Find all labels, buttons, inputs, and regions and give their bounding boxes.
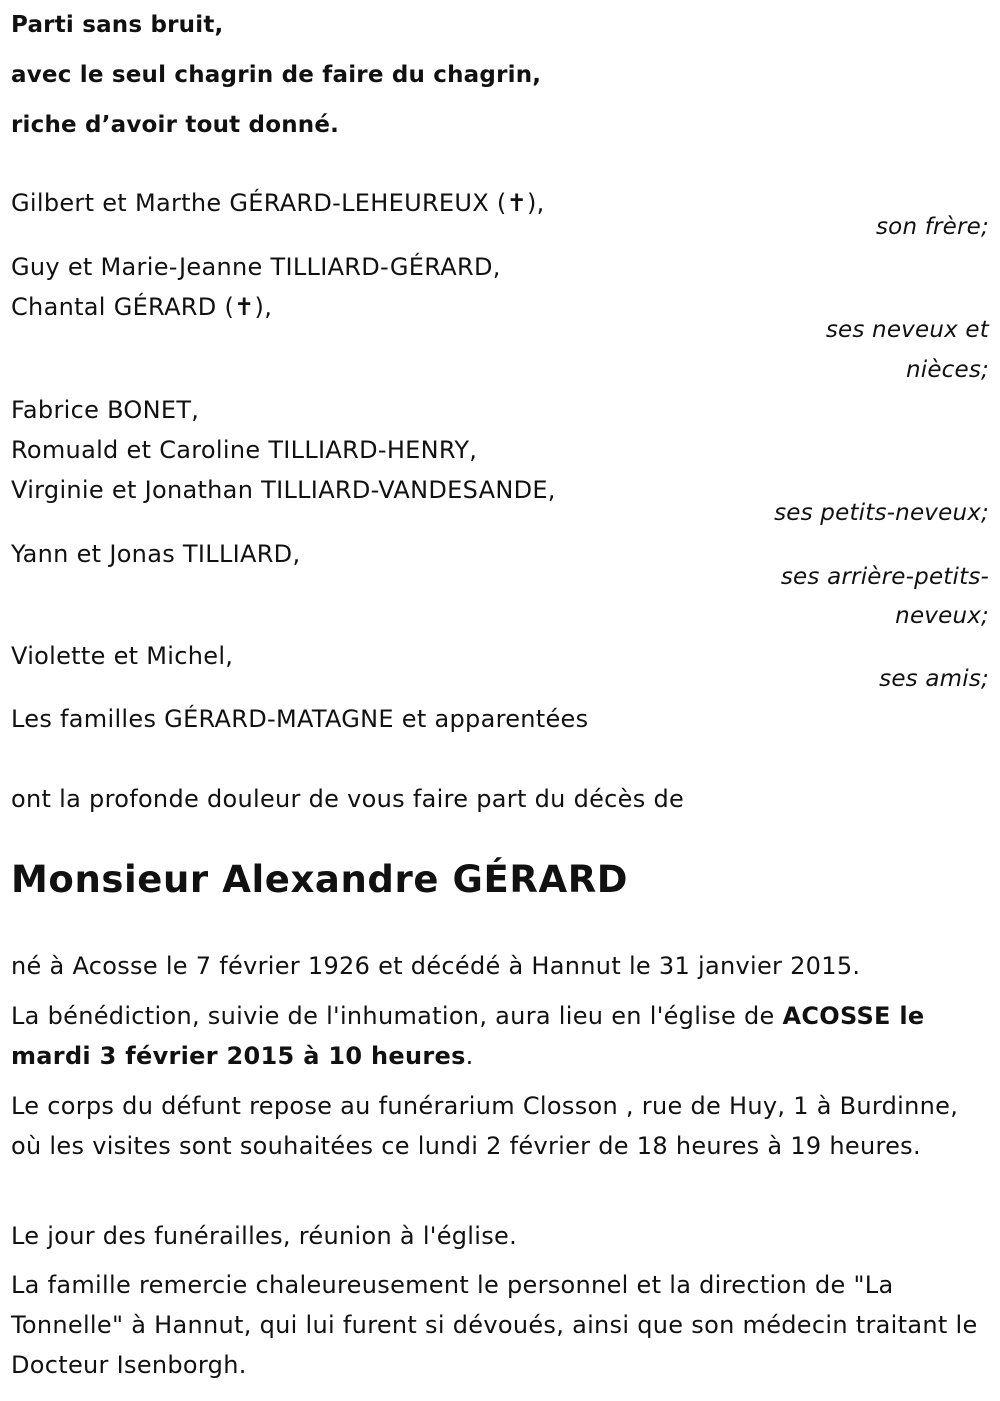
relation-brother: son frère; (875, 214, 989, 240)
poem-line-1: Parti sans bruit, (11, 12, 224, 38)
family-nephew-1: Guy et Marie-Jeanne TILLIARD-GÉRARD, (11, 253, 501, 281)
thanks-paragraph: La famille remercie chaleureusement le personnel et la direction de "La Tonnelle" à Hannut, qui lui furent si dévoués, ainsi que son médecin traitant le Docteur Isenborgh. (11, 1271, 978, 1379)
relation-nephews-2: nièces; (905, 357, 989, 383)
poem-line-2: avec le seul chagrin de faire du chagrin, (11, 62, 542, 88)
ceremony-text: La bénédiction, suivie de l'inhumation, aura lieu en l'église de (11, 1002, 783, 1030)
deceased-name: Monsieur Alexandre GÉRARD (11, 858, 629, 901)
family-grandnephew-2: Romuald et Caroline TILLIARD-HENRY, (11, 436, 478, 464)
relation-greatgrand-1: ses arrière-petits- (780, 564, 989, 590)
ceremony-end: . (465, 1042, 474, 1070)
family-greatgrandnephews: Yann et Jonas TILLIARD, (11, 540, 301, 568)
family-nephew-2: Chantal GÉRARD (✝), (11, 293, 273, 321)
relation-grandnephews: ses petits-neveux; (774, 500, 989, 526)
relation-greatgrand-2: neveux; (895, 603, 989, 629)
family-brother: Gilbert et Marthe GÉRARD-LEHEUREUX (✝), (11, 189, 545, 217)
relation-nephews-1: ses neveux et (825, 317, 989, 343)
family-friends: Violette et Michel, (11, 642, 234, 670)
relation-friends: ses amis; (879, 666, 989, 692)
visits-paragraph: Le corps du défunt repose au funérarium Closson , rue de Huy, 1 à Burdinne, où les visites sont souhaitées ce lundi 2 février de 18 heures à 19 heures. (11, 1092, 959, 1160)
poem-line-3: riche d’avoir tout donné. (11, 112, 340, 138)
family-grandnephew-1: Fabrice BONET, (11, 396, 200, 424)
meeting-paragraph: Le jour des funérailles, réunion à l'église. (11, 1222, 518, 1250)
family-relatives: Les familles GÉRARD-MATAGNE et apparentées (11, 705, 589, 733)
announcement: ont la profonde douleur de vous faire part du décès de (11, 785, 685, 813)
family-grandnephew-3: Virginie et Jonathan TILLIARD-VANDESANDE, (11, 476, 556, 504)
ceremony-paragraph (11, 996, 986, 1076)
birth-death-paragraph: né à Acosse le 7 février 1926 et décédé à Hannut le 31 janvier 2015. (11, 952, 861, 980)
ceremony-date-place: ACOSSE le mardi 3 février 2015 à 10 heures (11, 1002, 925, 1070)
